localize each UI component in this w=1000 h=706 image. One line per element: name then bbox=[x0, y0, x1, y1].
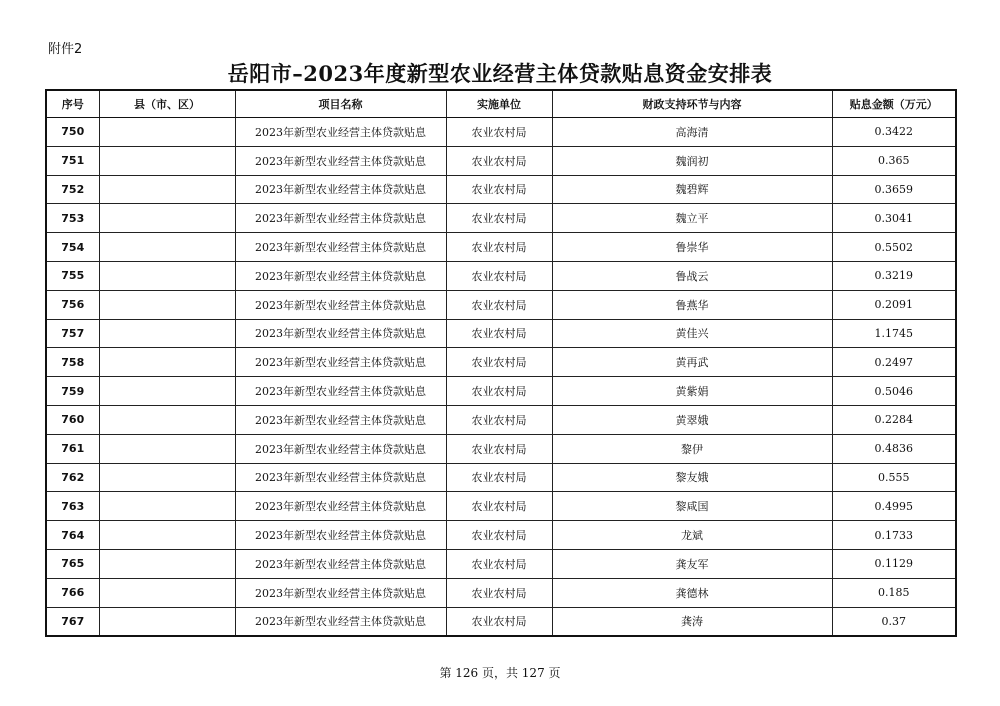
cell-county bbox=[99, 118, 235, 147]
cell-seq: 759 bbox=[46, 377, 99, 406]
cell-seq: 752 bbox=[46, 175, 99, 204]
cell-content: 龚涛 bbox=[552, 607, 832, 636]
cell-project: 2023年新型农业经营主体贷款贴息 bbox=[235, 492, 446, 521]
cell-amount: 0.3041 bbox=[832, 204, 956, 233]
cell-seq: 756 bbox=[46, 290, 99, 319]
table-row bbox=[46, 261, 956, 290]
cell-county bbox=[99, 175, 235, 204]
cell-amount: 0.555 bbox=[832, 463, 956, 492]
cell-unit: 农业农村局 bbox=[446, 578, 552, 607]
cell-seq: 757 bbox=[46, 319, 99, 348]
cell-seq: 763 bbox=[46, 492, 99, 521]
cell-project: 2023年新型农业经营主体贷款贴息 bbox=[235, 607, 446, 636]
column-header-amount: 贴息金额（万元） bbox=[832, 90, 956, 118]
cell-unit: 农业农村局 bbox=[446, 434, 552, 463]
table-row bbox=[46, 549, 956, 578]
cell-county bbox=[99, 492, 235, 521]
cell-content: 黄紫娟 bbox=[552, 377, 832, 406]
cell-county bbox=[99, 261, 235, 290]
cell-project: 2023年新型农业经营主体贷款贴息 bbox=[235, 261, 446, 290]
column-header-seq: 序号 bbox=[46, 90, 99, 118]
cell-county bbox=[99, 607, 235, 636]
cell-project: 2023年新型农业经营主体贷款贴息 bbox=[235, 377, 446, 406]
cell-seq: 751 bbox=[46, 146, 99, 175]
table-row bbox=[46, 463, 956, 492]
cell-project: 2023年新型农业经营主体贷款贴息 bbox=[235, 146, 446, 175]
cell-project: 2023年新型农业经营主体贷款贴息 bbox=[235, 348, 446, 377]
cell-project: 2023年新型农业经营主体贷款贴息 bbox=[235, 204, 446, 233]
cell-county bbox=[99, 146, 235, 175]
cell-seq: 767 bbox=[46, 607, 99, 636]
table-row bbox=[46, 175, 956, 204]
cell-county bbox=[99, 521, 235, 550]
cell-amount: 0.37 bbox=[832, 607, 956, 636]
table-row bbox=[46, 578, 956, 607]
cell-seq: 753 bbox=[46, 204, 99, 233]
cell-amount: 0.185 bbox=[832, 578, 956, 607]
cell-county bbox=[99, 549, 235, 578]
cell-amount: 0.2284 bbox=[832, 405, 956, 434]
cell-unit: 农业农村局 bbox=[446, 405, 552, 434]
table-row bbox=[46, 405, 956, 434]
cell-project: 2023年新型农业经营主体贷款贴息 bbox=[235, 233, 446, 262]
cell-project: 2023年新型农业经营主体贷款贴息 bbox=[235, 118, 446, 147]
subsidy-table bbox=[45, 89, 957, 637]
cell-county bbox=[99, 405, 235, 434]
cell-seq: 764 bbox=[46, 521, 99, 550]
cell-project: 2023年新型农业经营主体贷款贴息 bbox=[235, 521, 446, 550]
cell-unit: 农业农村局 bbox=[446, 319, 552, 348]
table-row bbox=[46, 233, 956, 262]
cell-seq: 758 bbox=[46, 348, 99, 377]
cell-unit: 农业农村局 bbox=[446, 521, 552, 550]
cell-seq: 761 bbox=[46, 434, 99, 463]
cell-unit: 农业农村局 bbox=[446, 233, 552, 262]
cell-amount: 0.1733 bbox=[832, 521, 956, 550]
cell-content: 魏立平 bbox=[552, 204, 832, 233]
cell-county bbox=[99, 578, 235, 607]
cell-content: 高海清 bbox=[552, 118, 832, 147]
cell-unit: 农业农村局 bbox=[446, 175, 552, 204]
cell-unit: 农业农村局 bbox=[446, 463, 552, 492]
cell-unit: 农业农村局 bbox=[446, 290, 552, 319]
cell-unit: 农业农村局 bbox=[446, 549, 552, 578]
cell-content: 黎咸国 bbox=[552, 492, 832, 521]
cell-seq: 750 bbox=[46, 118, 99, 147]
cell-amount: 0.2091 bbox=[832, 290, 956, 319]
cell-amount: 0.3219 bbox=[832, 261, 956, 290]
column-header-content: 财政支持环节与内容 bbox=[552, 90, 832, 118]
column-header-unit: 实施单位 bbox=[446, 90, 552, 118]
table-row bbox=[46, 492, 956, 521]
cell-project: 2023年新型农业经营主体贷款贴息 bbox=[235, 434, 446, 463]
cell-project: 2023年新型农业经营主体贷款贴息 bbox=[235, 463, 446, 492]
cell-content: 鲁崇华 bbox=[552, 233, 832, 262]
cell-unit: 农业农村局 bbox=[446, 146, 552, 175]
cell-content: 黎伊 bbox=[552, 434, 832, 463]
cell-seq: 754 bbox=[46, 233, 99, 262]
cell-seq: 760 bbox=[46, 405, 99, 434]
cell-unit: 农业农村局 bbox=[446, 377, 552, 406]
cell-seq: 755 bbox=[46, 261, 99, 290]
cell-unit: 农业农村局 bbox=[446, 118, 552, 147]
cell-content: 鲁燕华 bbox=[552, 290, 832, 319]
table-row bbox=[46, 319, 956, 348]
cell-project: 2023年新型农业经营主体贷款贴息 bbox=[235, 405, 446, 434]
cell-amount: 0.2497 bbox=[832, 348, 956, 377]
cell-content: 黄佳兴 bbox=[552, 319, 832, 348]
cell-seq: 762 bbox=[46, 463, 99, 492]
cell-content: 魏碧辉 bbox=[552, 175, 832, 204]
table-row bbox=[46, 377, 956, 406]
cell-county bbox=[99, 434, 235, 463]
cell-amount: 0.1129 bbox=[832, 549, 956, 578]
cell-content: 龙斌 bbox=[552, 521, 832, 550]
document-title: 岳阳市–2023年度新型农业经营主体贷款贴息资金安排表 bbox=[227, 61, 773, 86]
cell-content: 鲁战云 bbox=[552, 261, 832, 290]
cell-unit: 农业农村局 bbox=[446, 492, 552, 521]
cell-county bbox=[99, 290, 235, 319]
cell-county bbox=[99, 463, 235, 492]
table-row bbox=[46, 146, 956, 175]
table-row bbox=[46, 204, 956, 233]
cell-content: 黎友娥 bbox=[552, 463, 832, 492]
cell-amount: 0.4836 bbox=[832, 434, 956, 463]
cell-amount: 0.5502 bbox=[832, 233, 956, 262]
cell-content: 龚德林 bbox=[552, 578, 832, 607]
cell-content: 魏润初 bbox=[552, 146, 832, 175]
table-row bbox=[46, 290, 956, 319]
table-header-row bbox=[46, 90, 956, 118]
cell-unit: 农业农村局 bbox=[446, 607, 552, 636]
cell-county bbox=[99, 377, 235, 406]
table-row bbox=[46, 348, 956, 377]
cell-amount: 0.365 bbox=[832, 146, 956, 175]
table-row bbox=[46, 434, 956, 463]
table-row bbox=[46, 607, 956, 636]
table-row bbox=[46, 521, 956, 550]
cell-project: 2023年新型农业经营主体贷款贴息 bbox=[235, 578, 446, 607]
column-header-project: 项目名称 bbox=[235, 90, 446, 118]
cell-content: 黄翠娥 bbox=[552, 405, 832, 434]
cell-amount: 0.5046 bbox=[832, 377, 956, 406]
cell-unit: 农业农村局 bbox=[446, 348, 552, 377]
cell-content: 黄再武 bbox=[552, 348, 832, 377]
cell-seq: 766 bbox=[46, 578, 99, 607]
cell-amount: 1.1745 bbox=[832, 319, 956, 348]
cell-unit: 农业农村局 bbox=[446, 204, 552, 233]
cell-amount: 0.3422 bbox=[832, 118, 956, 147]
cell-county bbox=[99, 319, 235, 348]
table-body bbox=[46, 118, 956, 637]
table-row bbox=[46, 118, 956, 147]
attachment-label: 附件2 bbox=[48, 42, 83, 57]
cell-content: 龚友军 bbox=[552, 549, 832, 578]
cell-project: 2023年新型农业经营主体贷款贴息 bbox=[235, 290, 446, 319]
cell-county bbox=[99, 204, 235, 233]
cell-project: 2023年新型农业经营主体贷款贴息 bbox=[235, 319, 446, 348]
cell-county bbox=[99, 348, 235, 377]
cell-amount: 0.4995 bbox=[832, 492, 956, 521]
cell-seq: 765 bbox=[46, 549, 99, 578]
cell-project: 2023年新型农业经营主体贷款贴息 bbox=[235, 549, 446, 578]
cell-county bbox=[99, 233, 235, 262]
page-footer: 第 126 页，共 127 页 bbox=[439, 666, 561, 680]
column-header-county: 县（市、区） bbox=[99, 90, 235, 118]
cell-amount: 0.3659 bbox=[832, 175, 956, 204]
cell-unit: 农业农村局 bbox=[446, 261, 552, 290]
cell-project: 2023年新型农业经营主体贷款贴息 bbox=[235, 175, 446, 204]
